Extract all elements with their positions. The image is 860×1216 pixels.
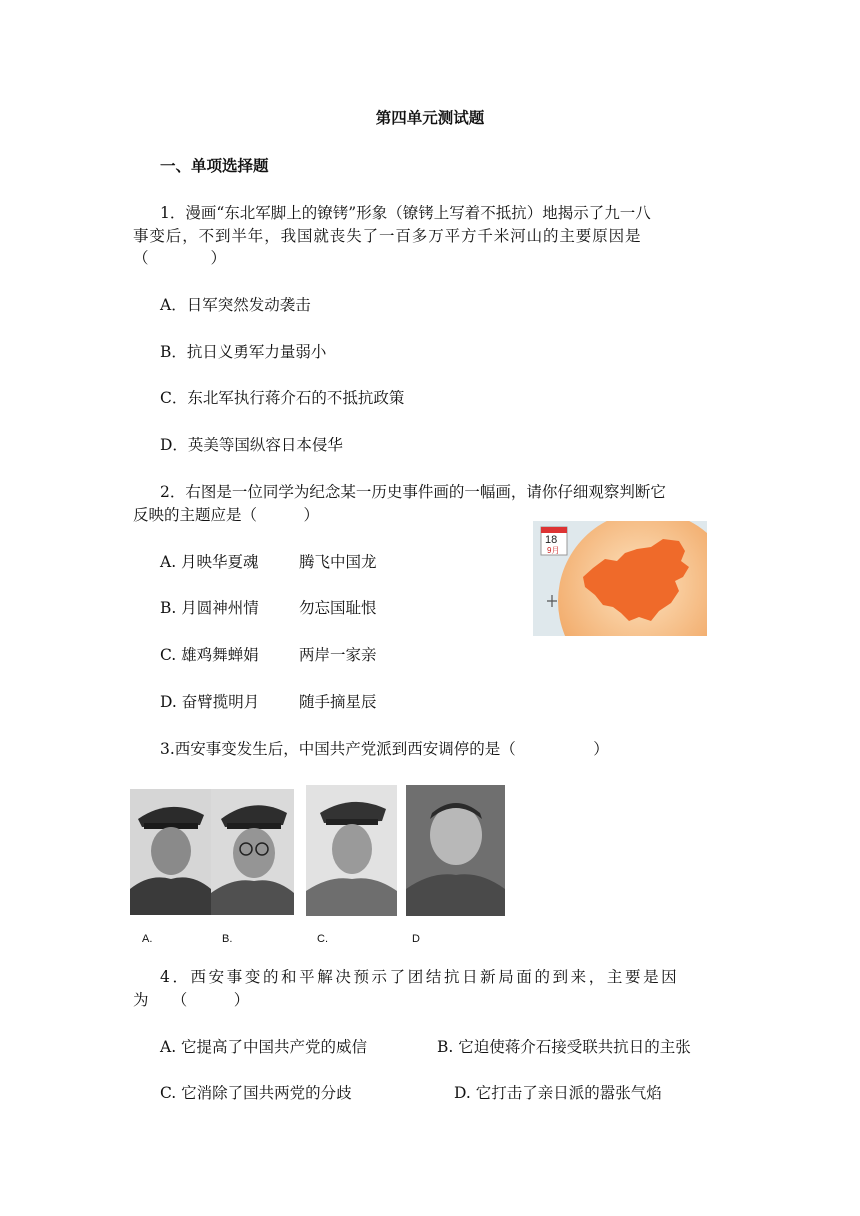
q2-option-b: B. 月圆神州情 勿忘国耻恨 [160, 599, 377, 617]
q2-option-a: A. 月映华夏魂 腾飞中国龙 [160, 553, 377, 571]
q4-option-b: B. 它迫使蒋介石接受联共抗日的主张 [437, 1038, 691, 1056]
q4-option-d: D. 它打击了亲日派的嚣张气焰 [454, 1084, 662, 1102]
q2-option-d: D. 奋臂揽明月 随手摘星辰 [160, 693, 377, 711]
q1-stem-line2: 事变后，不到半年，我国就丧失了一百多万平方千米河山的主要原因是 [133, 227, 642, 245]
page-title: 第四单元测试题 [375, 109, 485, 127]
q1-option-a: A．日军突然发动袭击 [160, 296, 311, 314]
svg-text:18: 18 [545, 534, 558, 546]
q3-photo-d [406, 785, 505, 916]
svg-text:9月: 9月 [547, 546, 560, 555]
q1-stem-line1: 1．漫画“东北军脚上的镣铐”形象（镣铐上写着不抵抗）地揭示了九一八 [160, 204, 651, 222]
q4-stem-line1: 4．西安事变的和平解决预示了团结抗日新局面的到来，主要是因 [160, 968, 680, 986]
q3-label-d: D [412, 933, 420, 945]
q4-stem-line2: 为 （ ） [133, 991, 250, 1009]
q3-label-a: A. [142, 933, 153, 945]
q2-option-c: C. 雄鸡舞蝉娟 两岸一家亲 [160, 646, 377, 664]
q2-stem-line1: 2．右图是一位同学为纪念某一历史事件画的一幅画，请你仔细观察判断它 [160, 483, 666, 501]
section-heading: 一、单项选择题 [160, 157, 269, 175]
q3-label-c: C. [317, 933, 328, 945]
q4-option-a: A. 它提高了中国共产党的威信 [160, 1038, 368, 1056]
q3-photo-b [211, 789, 294, 915]
q1-option-d: D．英美等国纵容日本侵华 [160, 436, 343, 454]
calendar-icon [541, 527, 567, 555]
q2-illustration [533, 521, 707, 636]
q3-photo-c [306, 785, 397, 916]
q2-stem-line2: 反映的主题应是（ ） [133, 506, 320, 524]
q1-option-c: C．东北军执行蒋介石的不抵抗政策 [160, 389, 405, 407]
q1-option-b: B．抗日义勇军力量弱小 [160, 343, 327, 361]
q1-stem-line3: （ ） [133, 249, 227, 267]
q3-stem: 3.西安事变发生后，中国共产党派到西安调停的是（ ） [160, 740, 609, 758]
q3-photo-a [130, 789, 211, 915]
q4-option-c: C. 它消除了国共两党的分歧 [160, 1084, 352, 1102]
q3-label-b: B. [222, 933, 233, 945]
